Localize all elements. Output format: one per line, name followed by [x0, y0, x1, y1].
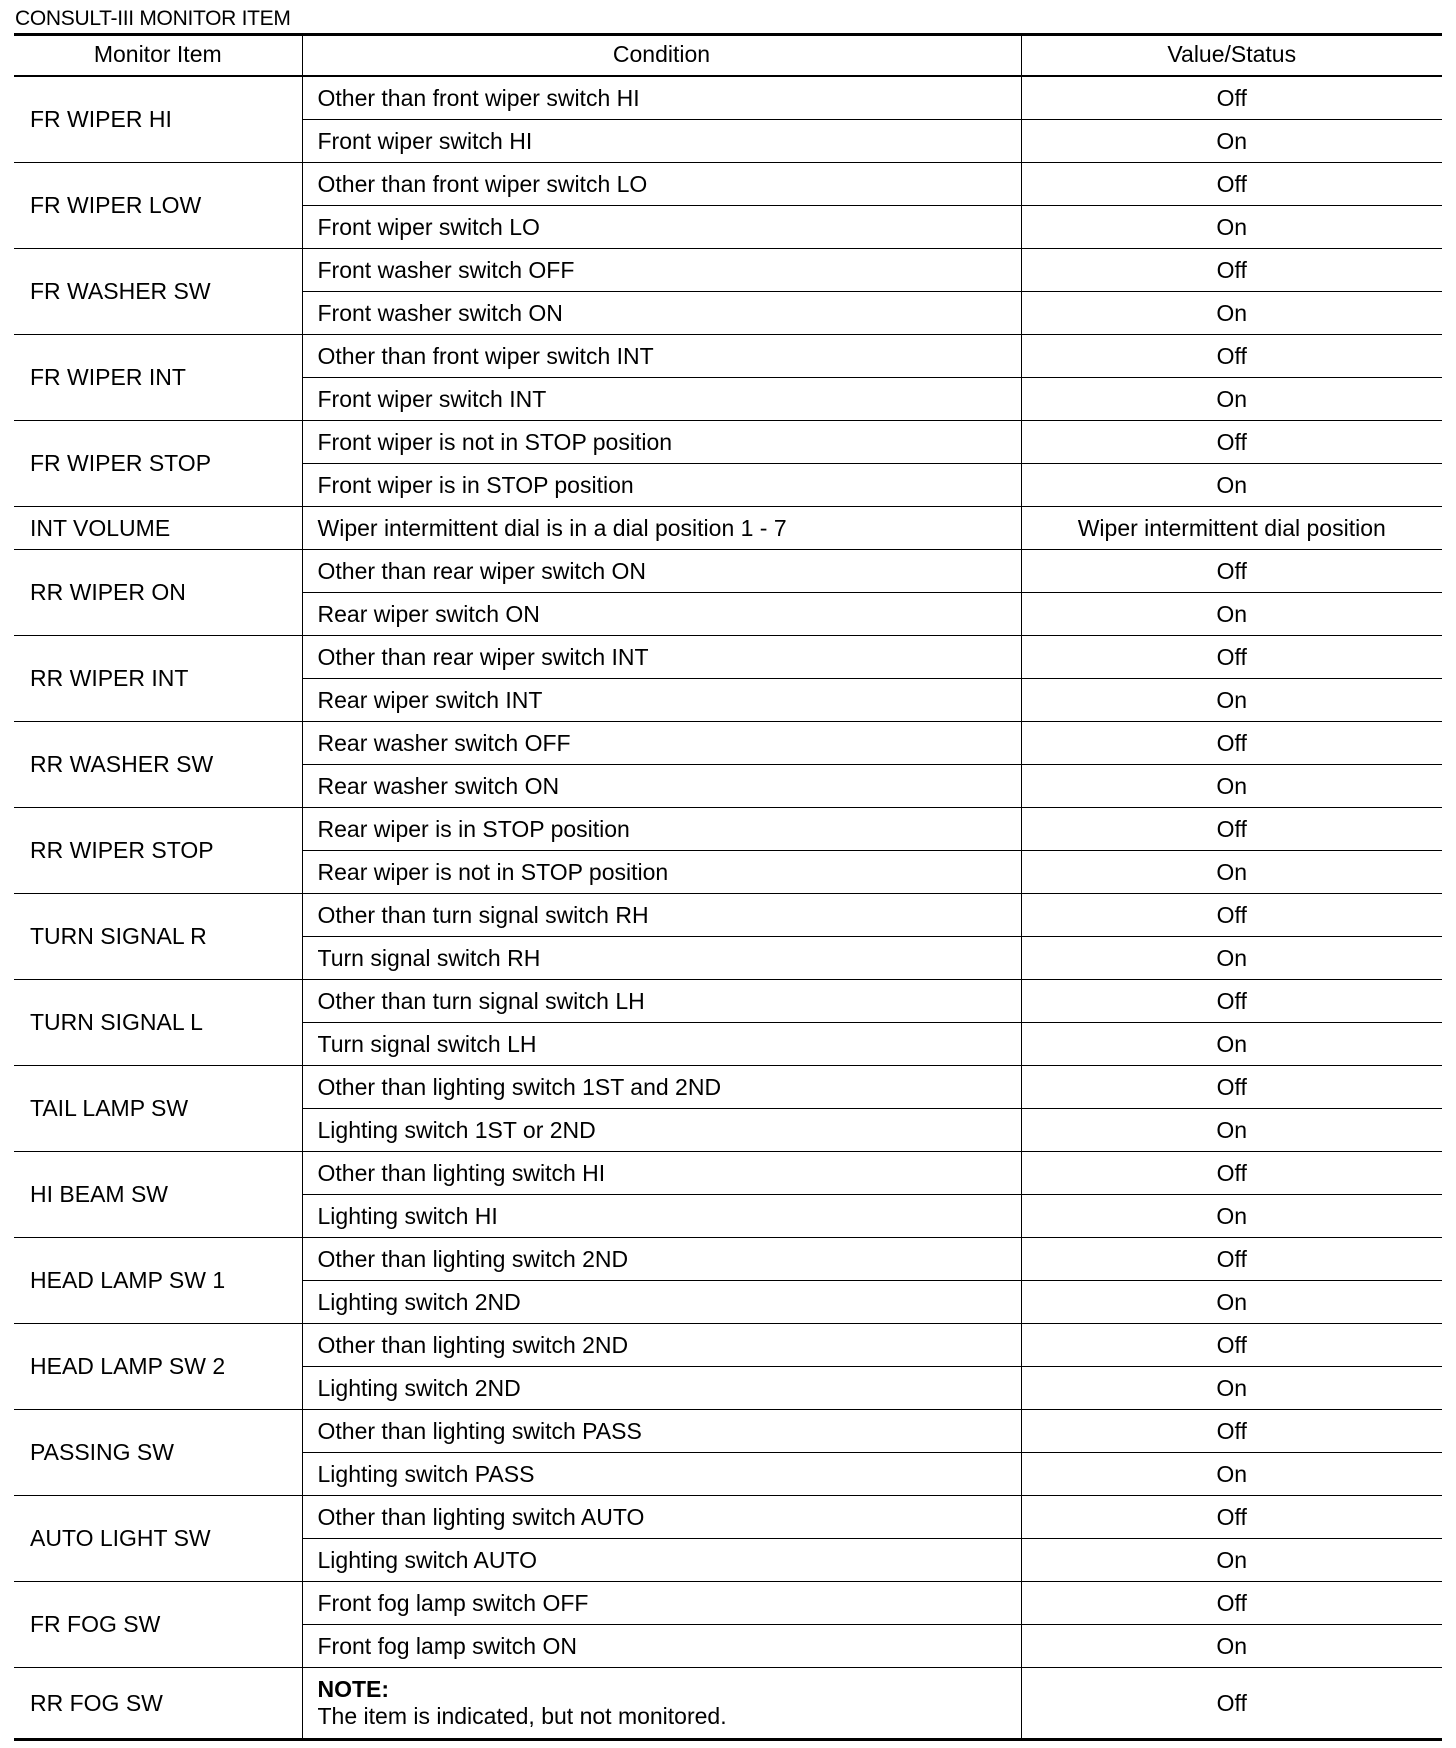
monitor-item-cell: TAIL LAMP SW [14, 1065, 302, 1151]
monitor-item-cell: INT VOLUME [14, 506, 302, 549]
condition-cell: Other than front wiper switch HI [302, 76, 1021, 119]
monitor-item-cell: HI BEAM SW [14, 1151, 302, 1237]
condition-cell: Turn signal switch RH [302, 936, 1021, 979]
value-status-cell: Off [1021, 635, 1442, 678]
condition-cell: Other than rear wiper switch ON [302, 549, 1021, 592]
condition-cell: Front fog lamp switch OFF [302, 1581, 1021, 1624]
condition-cell: Rear washer switch OFF [302, 721, 1021, 764]
condition-cell: Rear wiper switch INT [302, 678, 1021, 721]
value-status-cell: On [1021, 205, 1442, 248]
table-row [14, 162, 1442, 205]
condition-cell: Other than front wiper switch INT [302, 334, 1021, 377]
table-row [14, 248, 1442, 291]
value-status-cell: On [1021, 850, 1442, 893]
condition-cell: Front wiper switch HI [302, 119, 1021, 162]
table-row [14, 506, 1442, 549]
table-row [14, 76, 1442, 119]
monitor-item-cell: TURN SIGNAL L [14, 979, 302, 1065]
table-row [14, 893, 1442, 936]
condition-cell: Other than turn signal switch RH [302, 893, 1021, 936]
table-row [14, 1495, 1442, 1538]
value-status-cell: On [1021, 592, 1442, 635]
condition-cell: Other than turn signal switch LH [302, 979, 1021, 1022]
table-header-row [14, 33, 1442, 76]
value-status-cell: On [1021, 1366, 1442, 1409]
condition-cell: Other than lighting switch 2ND [302, 1237, 1021, 1280]
table-row [14, 1581, 1442, 1624]
value-status-cell: Off [1021, 1667, 1442, 1739]
table-row [14, 1409, 1442, 1452]
table-row [14, 807, 1442, 850]
monitor-item-cell: HEAD LAMP SW 1 [14, 1237, 302, 1323]
table-row [14, 1151, 1442, 1194]
monitor-item-table [14, 33, 1442, 1740]
value-status-cell: On [1021, 377, 1442, 420]
value-status-cell: On [1021, 1624, 1442, 1667]
condition-cell: Rear wiper is in STOP position [302, 807, 1021, 850]
value-status-cell: On [1021, 1538, 1442, 1581]
value-status-cell: Off [1021, 420, 1442, 463]
value-status-cell: On [1021, 1280, 1442, 1323]
value-status-cell: On [1021, 1022, 1442, 1065]
monitor-item-cell: RR WIPER ON [14, 549, 302, 635]
condition-cell: Lighting switch PASS [302, 1452, 1021, 1495]
value-status-cell: Off [1021, 1409, 1442, 1452]
condition-cell: Other than front wiper switch LO [302, 162, 1021, 205]
monitor-item-cell: TURN SIGNAL R [14, 893, 302, 979]
value-status-cell: Off [1021, 76, 1442, 119]
condition-cell: Other than rear wiper switch INT [302, 635, 1021, 678]
condition-cell: Rear wiper switch ON [302, 592, 1021, 635]
table-top-rule [14, 33, 1442, 36]
monitor-item-cell: AUTO LIGHT SW [14, 1495, 302, 1581]
monitor-item-cell: RR WIPER INT [14, 635, 302, 721]
condition-cell: Front wiper is in STOP position [302, 463, 1021, 506]
condition-cell: Other than lighting switch PASS [302, 1409, 1021, 1452]
value-status-cell: Off [1021, 807, 1442, 850]
condition-cell: Other than lighting switch AUTO [302, 1495, 1021, 1538]
table-row [14, 1065, 1442, 1108]
table-row [14, 635, 1442, 678]
table-row [14, 334, 1442, 377]
value-status-cell: Wiper intermittent dial position [1021, 506, 1442, 549]
condition-cell: Front wiper is not in STOP position [302, 420, 1021, 463]
value-status-cell: On [1021, 291, 1442, 334]
condition-cell: Lighting switch 1ST or 2ND [302, 1108, 1021, 1151]
table-row [14, 1667, 1442, 1739]
value-status-cell: On [1021, 1194, 1442, 1237]
table-row [14, 1323, 1442, 1366]
condition-cell: Front wiper switch INT [302, 377, 1021, 420]
condition-cell: Lighting switch 2ND [302, 1280, 1021, 1323]
condition-cell: Rear wiper is not in STOP position [302, 850, 1021, 893]
monitor-item-cell: RR FOG SW [14, 1667, 302, 1739]
column-header-monitor-item: Monitor Item [14, 33, 302, 76]
monitor-item-cell: FR FOG SW [14, 1581, 302, 1667]
condition-cell: Front washer switch OFF [302, 248, 1021, 291]
value-status-cell: On [1021, 1108, 1442, 1151]
condition-cell: Front wiper switch LO [302, 205, 1021, 248]
condition-cell [302, 1667, 1021, 1739]
value-status-cell: Off [1021, 1237, 1442, 1280]
value-status-cell: Off [1021, 162, 1442, 205]
condition-cell: Other than lighting switch 2ND [302, 1323, 1021, 1366]
monitor-item-cell: FR WASHER SW [14, 248, 302, 334]
column-header-value-status: Value/Status [1021, 33, 1442, 76]
note-label: NOTE: [317, 1676, 390, 1702]
condition-cell: Other than lighting switch HI [302, 1151, 1021, 1194]
condition-cell: Front washer switch ON [302, 291, 1021, 334]
value-status-cell: Off [1021, 248, 1442, 291]
value-status-cell: Off [1021, 979, 1442, 1022]
condition-cell: Wiper intermittent dial is in a dial position 1 - 7 [302, 506, 1021, 549]
monitor-item-cell: FR WIPER LOW [14, 162, 302, 248]
table-bottom-rule [14, 1738, 1442, 1741]
monitor-item-cell: FR WIPER STOP [14, 420, 302, 506]
column-header-condition: Condition [302, 33, 1021, 76]
note-text: The item is indicated, but not monitored. [317, 1703, 727, 1729]
value-status-cell: On [1021, 463, 1442, 506]
monitor-item-cell: RR WASHER SW [14, 721, 302, 807]
value-status-cell: Off [1021, 1581, 1442, 1624]
value-status-cell: Off [1021, 721, 1442, 764]
condition-cell: Front fog lamp switch ON [302, 1624, 1021, 1667]
condition-cell: Turn signal switch LH [302, 1022, 1021, 1065]
value-status-cell: On [1021, 119, 1442, 162]
condition-cell: Other than lighting switch 1ST and 2ND [302, 1065, 1021, 1108]
value-status-cell: On [1021, 764, 1442, 807]
monitor-item-cell: RR WIPER STOP [14, 807, 302, 893]
condition-cell: Rear washer switch ON [302, 764, 1021, 807]
value-status-cell: Off [1021, 1323, 1442, 1366]
value-status-cell: Off [1021, 334, 1442, 377]
value-status-cell: Off [1021, 1065, 1442, 1108]
table-row [14, 549, 1442, 592]
monitor-item-cell: PASSING SW [14, 1409, 302, 1495]
monitor-item-cell: FR WIPER HI [14, 76, 302, 162]
value-status-cell: On [1021, 936, 1442, 979]
monitor-item-cell: HEAD LAMP SW 2 [14, 1323, 302, 1409]
table-row [14, 721, 1442, 764]
table-body [14, 76, 1442, 1739]
condition-cell: Lighting switch HI [302, 1194, 1021, 1237]
table-row [14, 979, 1442, 1022]
condition-cell: Lighting switch AUTO [302, 1538, 1021, 1581]
condition-cell: Lighting switch 2ND [302, 1366, 1021, 1409]
value-status-cell: Off [1021, 549, 1442, 592]
value-status-cell: Off [1021, 1495, 1442, 1538]
value-status-cell: Off [1021, 893, 1442, 936]
document-title: CONSULT-III MONITOR ITEM [15, 7, 291, 30]
value-status-cell: On [1021, 1452, 1442, 1495]
table-row [14, 1237, 1442, 1280]
monitor-item-cell: FR WIPER INT [14, 334, 302, 420]
value-status-cell: Off [1021, 1151, 1442, 1194]
value-status-cell: On [1021, 678, 1442, 721]
table-row [14, 420, 1442, 463]
